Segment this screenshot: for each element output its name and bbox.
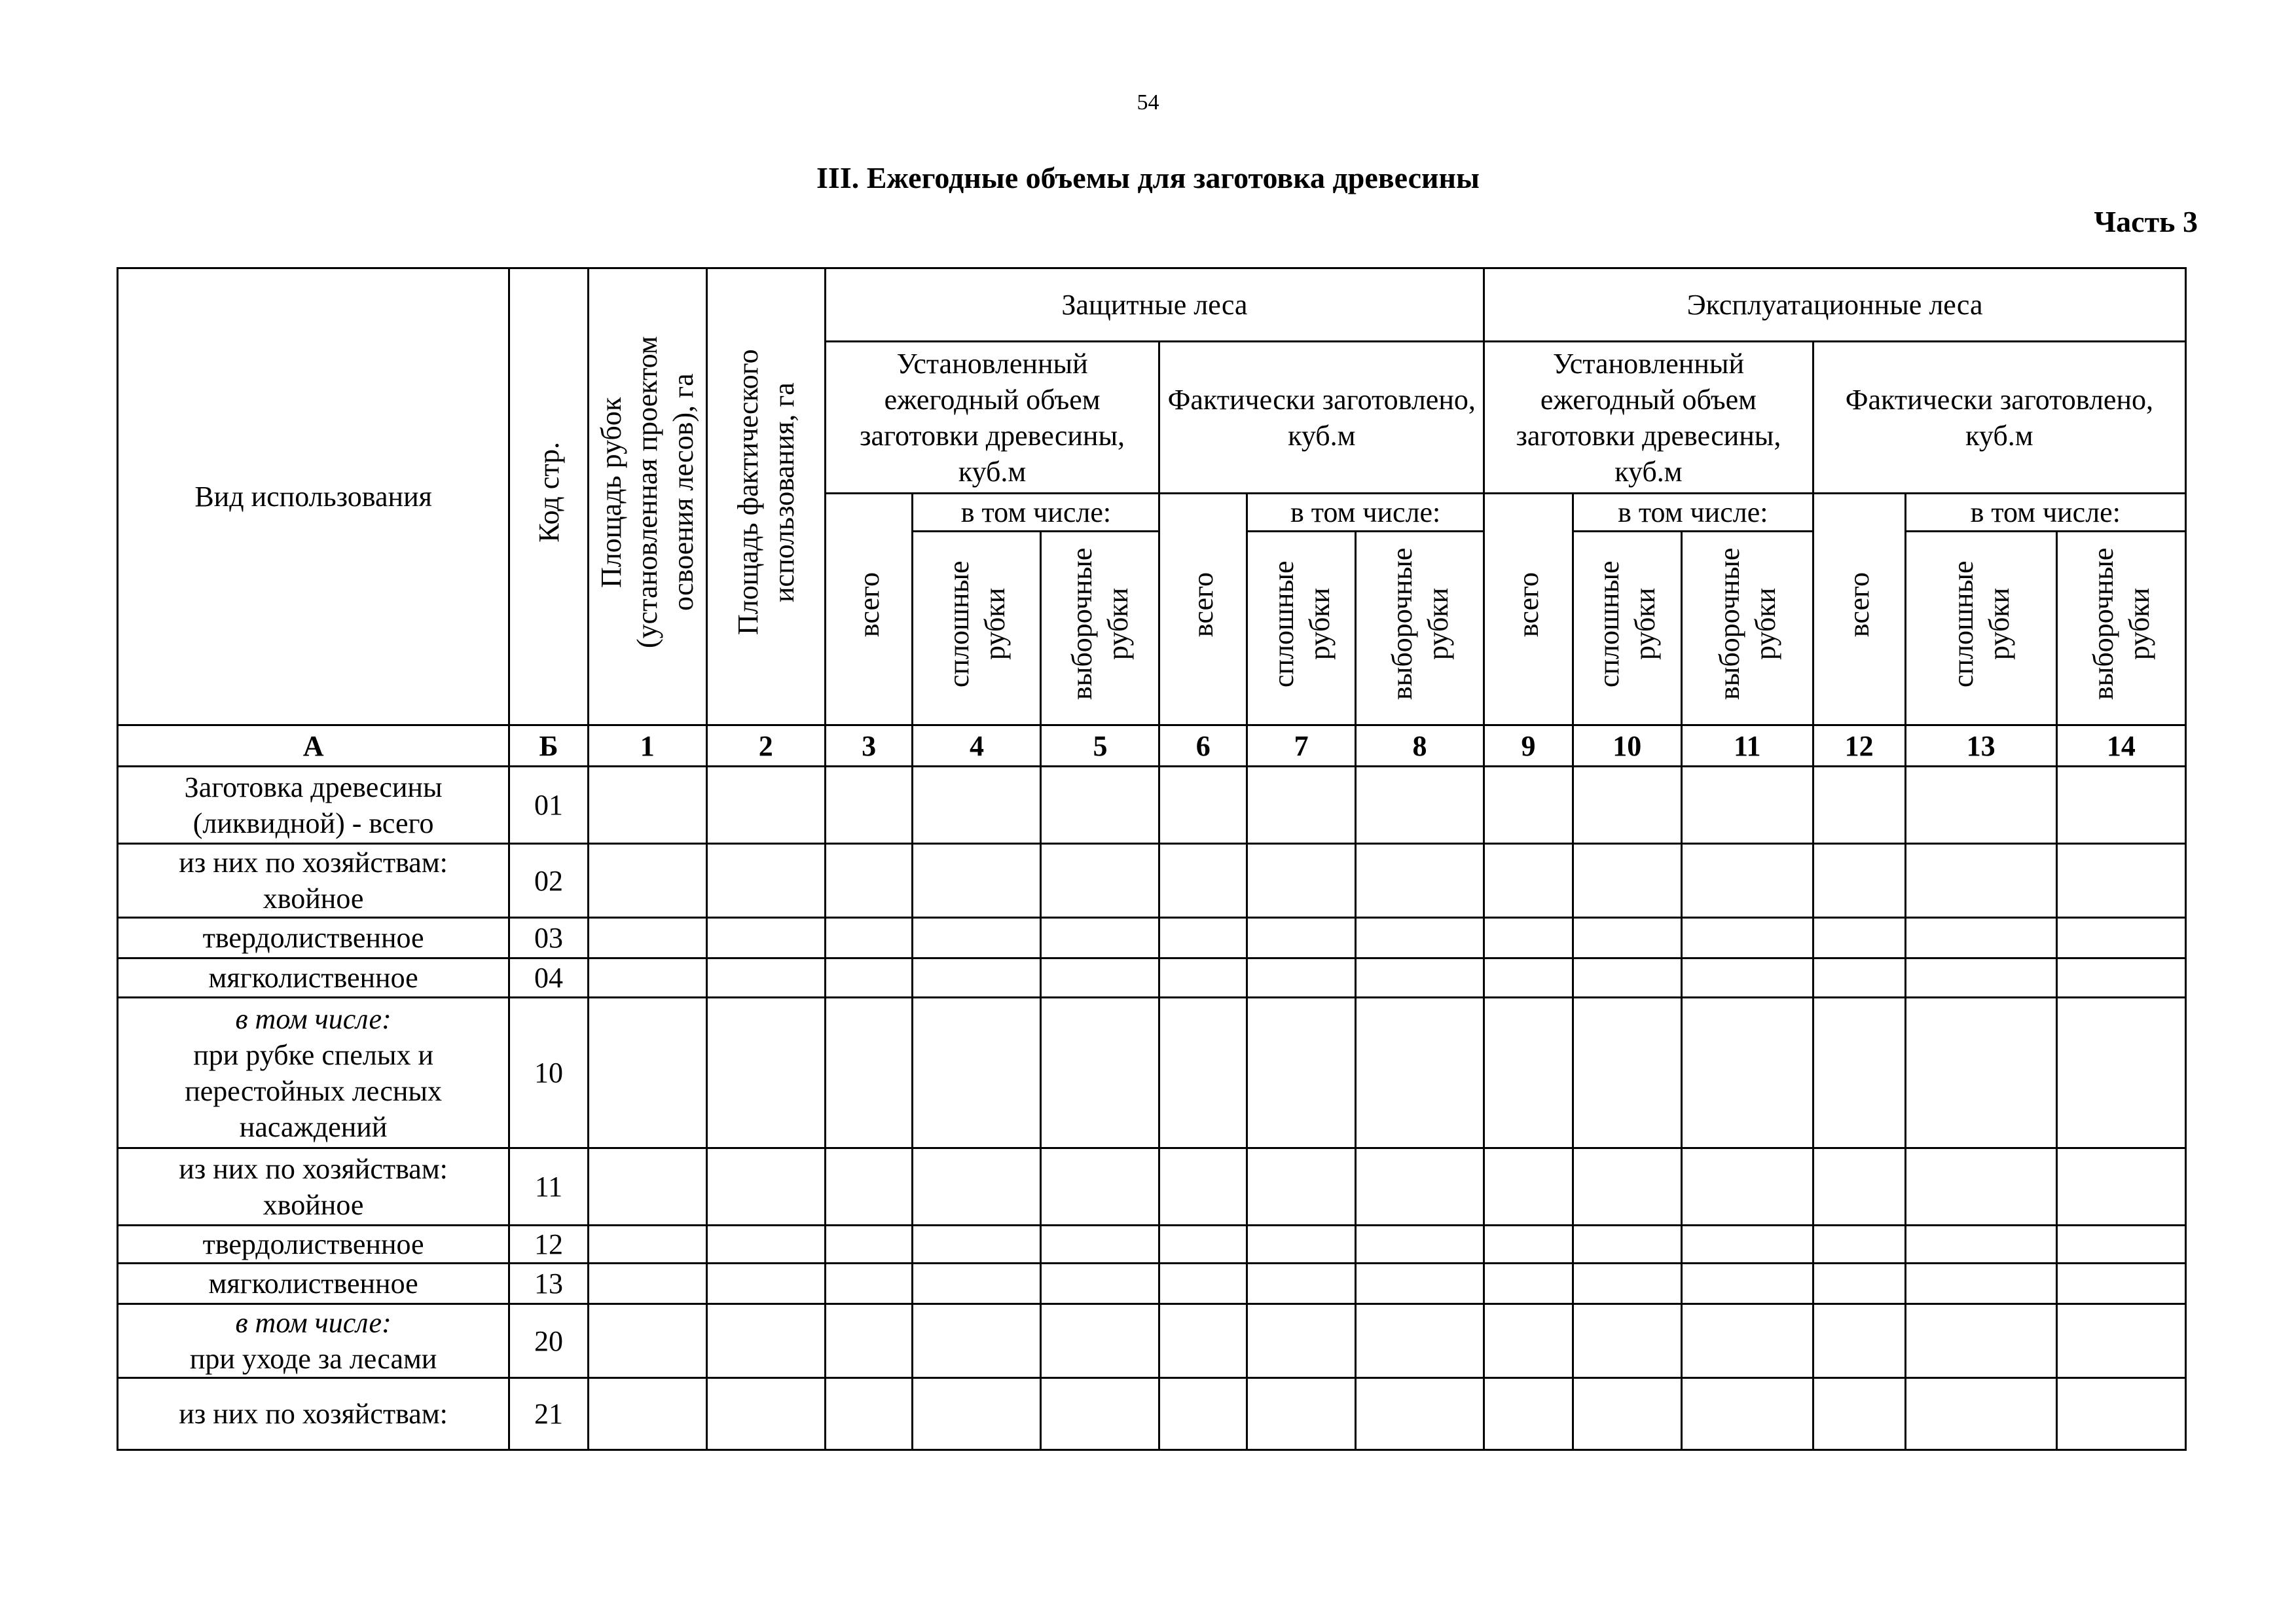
column-number: 8: [1356, 725, 1484, 767]
empty-cell: [1573, 1226, 1681, 1264]
header-ustanovlenny-e: Установленный ежегодный объем заготовки древесины, куб.м: [1484, 342, 1813, 494]
row-label: твердолиственное: [118, 1226, 509, 1264]
row-label: в том числе: при рубке спелых и перестойных лесных насаждений: [118, 998, 509, 1148]
empty-cell: [1159, 958, 1247, 998]
empty-cell: [913, 998, 1041, 1148]
empty-cell: [2056, 998, 2185, 1148]
column-number: 10: [1573, 725, 1681, 767]
empty-cell: [1159, 767, 1247, 844]
empty-cell: [1356, 844, 1484, 918]
empty-cell: [913, 1148, 1041, 1226]
empty-cell: [825, 958, 913, 998]
column-number: Б: [509, 725, 589, 767]
empty-cell: [1573, 1378, 1681, 1450]
empty-cell: [1905, 1226, 2056, 1264]
row-code: 20: [509, 1304, 589, 1378]
column-number: 6: [1159, 725, 1247, 767]
empty-cell: [1159, 998, 1247, 1148]
header-vyborochnye: выборочные рубки: [2056, 532, 2185, 725]
empty-cell: [1356, 1226, 1484, 1264]
header-v-tom-chisle: в том числе:: [1905, 494, 2185, 532]
header-vyborochnye: выборочные рубки: [1356, 532, 1484, 725]
empty-cell: [1356, 1304, 1484, 1378]
empty-cell: [825, 918, 913, 958]
empty-cell: [1484, 1304, 1573, 1378]
empty-cell: [1247, 998, 1356, 1148]
row-code: 11: [509, 1148, 589, 1226]
header-vsego: всего: [825, 494, 913, 725]
empty-cell: [1484, 1226, 1573, 1264]
empty-cell: [1041, 767, 1159, 844]
empty-cell: [706, 1378, 825, 1450]
empty-cell: [1247, 958, 1356, 998]
empty-cell: [1484, 998, 1573, 1148]
row-label: в том числе: при уходе за лесами: [118, 1304, 509, 1378]
header-ekspluatatsionnye: Эксплуатационные леса: [1484, 268, 2186, 342]
empty-cell: [913, 767, 1041, 844]
empty-cell: [825, 767, 913, 844]
empty-cell: [1247, 844, 1356, 918]
table-row: [118, 1304, 2186, 1378]
empty-cell: [1159, 1148, 1247, 1226]
table-header: [118, 268, 2186, 767]
empty-cell: [1573, 844, 1681, 918]
row-code: 12: [509, 1226, 589, 1264]
empty-cell: [1681, 1148, 1813, 1226]
empty-cell: [1247, 1304, 1356, 1378]
column-number: 4: [913, 725, 1041, 767]
header-sploshnye: сплошные рубки: [1573, 532, 1681, 725]
empty-cell: [1681, 844, 1813, 918]
empty-cell: [706, 1226, 825, 1264]
column-number: 14: [2056, 725, 2185, 767]
empty-cell: [1041, 918, 1159, 958]
page-title: III. Ежегодные объемы для заготовка древесины: [816, 161, 1480, 194]
empty-cell: [588, 767, 706, 844]
empty-cell: [2056, 767, 2185, 844]
empty-cell: [706, 1148, 825, 1226]
empty-cell: [1247, 1378, 1356, 1450]
empty-cell: [1573, 918, 1681, 958]
empty-cell: [588, 918, 706, 958]
column-number: 5: [1041, 725, 1159, 767]
header-vsego: всего: [1813, 494, 1905, 725]
empty-cell: [588, 844, 706, 918]
empty-cell: [1484, 1148, 1573, 1226]
empty-cell: [1813, 1378, 1905, 1450]
empty-cell: [1484, 1264, 1573, 1304]
column-number: 7: [1247, 725, 1356, 767]
header-vsego: всего: [1484, 494, 1573, 725]
row-code: 02: [509, 844, 589, 918]
empty-cell: [1247, 767, 1356, 844]
table-row: [118, 1148, 2186, 1226]
empty-cell: [1356, 767, 1484, 844]
empty-cell: [1681, 1378, 1813, 1450]
empty-cell: [2056, 1264, 2185, 1304]
table-row: [118, 958, 2186, 998]
header-sploshnye: сплошные рубки: [1247, 532, 1356, 725]
empty-cell: [1484, 844, 1573, 918]
empty-cell: [1905, 918, 2056, 958]
header-v-tom-chisle: в том числе:: [913, 494, 1159, 532]
empty-cell: [913, 958, 1041, 998]
empty-cell: [1356, 1264, 1484, 1304]
column-number: 9: [1484, 725, 1573, 767]
empty-cell: [913, 844, 1041, 918]
table-row: [118, 1264, 2186, 1304]
empty-cell: [1484, 958, 1573, 998]
empty-cell: [825, 1304, 913, 1378]
table-row: [118, 1378, 2186, 1450]
empty-cell: [1681, 998, 1813, 1148]
empty-cell: [825, 1226, 913, 1264]
empty-cell: [1573, 1304, 1681, 1378]
empty-cell: [825, 998, 913, 1148]
header-vyborochnye: выборочные рубки: [1681, 532, 1813, 725]
empty-cell: [1159, 1378, 1247, 1450]
empty-cell: [588, 1304, 706, 1378]
header-v-tom-chisle: в том числе:: [1247, 494, 1484, 532]
empty-cell: [1247, 1148, 1356, 1226]
empty-cell: [1681, 767, 1813, 844]
empty-cell: [1813, 998, 1905, 1148]
empty-cell: [1041, 998, 1159, 1148]
empty-cell: [1573, 767, 1681, 844]
empty-cell: [706, 767, 825, 844]
empty-cell: [1813, 1148, 1905, 1226]
empty-cell: [1905, 998, 2056, 1148]
empty-cell: [588, 1226, 706, 1264]
empty-cell: [913, 1264, 1041, 1304]
empty-cell: [825, 1264, 913, 1304]
header-vyborochnye: выборочные рубки: [1041, 532, 1159, 725]
empty-cell: [1159, 844, 1247, 918]
empty-cell: [2056, 1148, 2185, 1226]
empty-cell: [1484, 1378, 1573, 1450]
empty-cell: [913, 918, 1041, 958]
empty-cell: [1813, 1304, 1905, 1378]
empty-cell: [1041, 958, 1159, 998]
empty-cell: [1484, 767, 1573, 844]
row-code: 13: [509, 1264, 589, 1304]
empty-cell: [588, 1148, 706, 1226]
column-number-row: [118, 725, 2186, 767]
row-label: из них по хозяйствам: хвойное: [118, 844, 509, 918]
part-label: Часть 3: [2094, 205, 2198, 238]
table-row: [118, 918, 2186, 958]
harvest-volume-table: [117, 267, 2187, 1451]
column-number: 11: [1681, 725, 1813, 767]
empty-cell: [1905, 1264, 2056, 1304]
empty-cell: [2056, 1378, 2185, 1450]
empty-cell: [588, 958, 706, 998]
header-sploshnye: сплошные рубки: [913, 532, 1041, 725]
header-fakticheski-e: Фактически заготовлено, куб.м: [1813, 342, 2185, 494]
empty-cell: [1484, 918, 1573, 958]
empty-cell: [1041, 1264, 1159, 1304]
empty-cell: [1813, 844, 1905, 918]
empty-cell: [588, 1378, 706, 1450]
empty-cell: [1573, 1148, 1681, 1226]
table-row: [118, 998, 2186, 1148]
empty-cell: [2056, 958, 2185, 998]
empty-cell: [1905, 844, 2056, 918]
empty-cell: [1356, 1148, 1484, 1226]
empty-cell: [825, 844, 913, 918]
empty-cell: [1905, 767, 2056, 844]
empty-cell: [1159, 1226, 1247, 1264]
table-row: [118, 767, 2186, 844]
header-fakticheski-z: Фактически заготовлено, куб.м: [1159, 342, 1484, 494]
empty-cell: [1041, 844, 1159, 918]
empty-cell: [1681, 1304, 1813, 1378]
empty-cell: [1356, 998, 1484, 1148]
empty-cell: [1681, 958, 1813, 998]
empty-cell: [1573, 998, 1681, 1148]
row-label: твердолиственное: [118, 918, 509, 958]
empty-cell: [1813, 767, 1905, 844]
empty-cell: [1356, 958, 1484, 998]
row-code: 01: [509, 767, 589, 844]
empty-cell: [1159, 918, 1247, 958]
empty-cell: [1681, 1226, 1813, 1264]
header-ploshchad-rubok: Площадь рубок (установленная проектом освоения лесов), га: [588, 268, 706, 725]
row-label: мягколиственное: [118, 1264, 509, 1304]
header-ploshchad-fakt: Площадь фактического использования, га: [706, 268, 825, 725]
header-v-tom-chisle: в том числе:: [1573, 494, 1813, 532]
empty-cell: [1247, 918, 1356, 958]
column-number: 1: [588, 725, 706, 767]
empty-cell: [913, 1226, 1041, 1264]
empty-cell: [1041, 1148, 1159, 1226]
empty-cell: [1681, 1264, 1813, 1304]
empty-cell: [1813, 1264, 1905, 1304]
header-vid: Вид использования: [118, 268, 509, 725]
column-number: А: [118, 725, 509, 767]
empty-cell: [1813, 918, 1905, 958]
empty-cell: [2056, 1304, 2185, 1378]
empty-cell: [1247, 1264, 1356, 1304]
header-kod: Код стр.: [509, 268, 589, 725]
empty-cell: [1041, 1226, 1159, 1264]
empty-cell: [1813, 1226, 1905, 1264]
empty-cell: [1573, 958, 1681, 998]
column-number: 2: [706, 725, 825, 767]
empty-cell: [1356, 1378, 1484, 1450]
empty-cell: [1681, 918, 1813, 958]
empty-cell: [588, 998, 706, 1148]
empty-cell: [2056, 1226, 2185, 1264]
empty-cell: [1905, 1378, 2056, 1450]
row-code: 21: [509, 1378, 589, 1450]
row-label: из них по хозяйствам: хвойное: [118, 1148, 509, 1226]
empty-cell: [1905, 1304, 2056, 1378]
empty-cell: [706, 998, 825, 1148]
empty-cell: [1356, 918, 1484, 958]
empty-cell: [1247, 1226, 1356, 1264]
empty-cell: [1905, 958, 2056, 998]
table-row: [118, 1226, 2186, 1264]
empty-cell: [1041, 1378, 1159, 1450]
empty-cell: [1573, 1264, 1681, 1304]
column-number: 12: [1813, 725, 1905, 767]
header-ustanovlenny-z: Установленный ежегодный объем заготовки древесины, куб.м: [825, 342, 1159, 494]
empty-cell: [2056, 918, 2185, 958]
column-number: 13: [1905, 725, 2056, 767]
table-row: [118, 844, 2186, 918]
row-label: мягколиственное: [118, 958, 509, 998]
empty-cell: [913, 1378, 1041, 1450]
empty-cell: [913, 1304, 1041, 1378]
empty-cell: [706, 1264, 825, 1304]
header-sploshnye: сплошные рубки: [1905, 532, 2056, 725]
table-body: [118, 767, 2186, 1450]
row-label: из них по хозяйствам:: [118, 1378, 509, 1450]
header-vsego: всего: [1159, 494, 1247, 725]
empty-cell: [588, 1264, 706, 1304]
row-code: 04: [509, 958, 589, 998]
page-number: 54: [1137, 90, 1159, 115]
empty-cell: [825, 1148, 913, 1226]
empty-cell: [706, 958, 825, 998]
empty-cell: [2056, 844, 2185, 918]
row-code: 10: [509, 998, 589, 1148]
row-code: 03: [509, 918, 589, 958]
empty-cell: [1905, 1148, 2056, 1226]
empty-cell: [706, 1304, 825, 1378]
empty-cell: [1159, 1304, 1247, 1378]
column-number: 3: [825, 725, 913, 767]
empty-cell: [1813, 958, 1905, 998]
empty-cell: [706, 844, 825, 918]
empty-cell: [1159, 1264, 1247, 1304]
empty-cell: [1041, 1304, 1159, 1378]
empty-cell: [706, 918, 825, 958]
empty-cell: [825, 1378, 913, 1450]
row-label: Заготовка древесины (ликвидной) - всего: [118, 767, 509, 844]
header-zashchitnye: Защитные леса: [825, 268, 1484, 342]
